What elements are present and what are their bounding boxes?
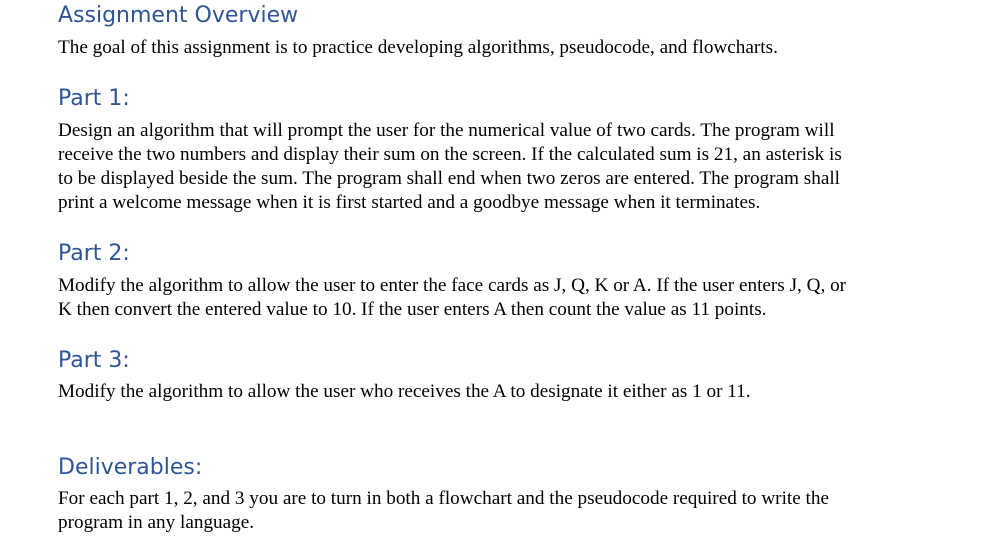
part-2-paragraph [58, 274, 958, 322]
part-1-line: print a welcome message when it is first started and a goodbye message when it terminates. [58, 192, 761, 213]
part-1-line: to be displayed beside the sum. The program shall end when two zeros are entered. The program shall [58, 168, 841, 189]
part-3-paragraph [58, 380, 958, 404]
part-3-heading: Part 3: [58, 348, 130, 373]
deliverables-paragraph [58, 487, 958, 535]
part-1-line: receive the two numbers and display their sum on the screen. If the calculated sum is 21, an asterisk is [58, 144, 842, 165]
deliverables-line: For each part 1, 2, and 3 you are to turn in both a flowchart and the pseudocode required to write the [58, 488, 829, 509]
part-1-heading: Part 1: [58, 86, 130, 111]
part-2-line: K then convert the entered value to 10. If the user enters A then count the value as 11 points. [58, 299, 767, 320]
deliverables-line: program in any language. [58, 512, 255, 533]
part-3-line: Modify the algorithm to allow the user who receives the A to designate it either as 1 or 11. [58, 381, 751, 402]
deliverables-heading: Deliverables: [58, 455, 203, 480]
part-2-line: Modify the algorithm to allow the user to enter the face cards as J, Q, K or A. If the user enters J, Q, or [58, 275, 847, 296]
part-2-heading: Part 2: [58, 241, 130, 266]
part-1-line: Design an algorithm that will prompt the user for the numerical value of two cards. The program will [58, 120, 835, 141]
part-1-paragraph [58, 119, 958, 215]
overview-paragraph [58, 36, 958, 60]
overview-line: The goal of this assignment is to practice developing algorithms, pseudocode, and flowcharts. [58, 37, 778, 58]
assignment-overview-heading: Assignment Overview [58, 3, 299, 28]
